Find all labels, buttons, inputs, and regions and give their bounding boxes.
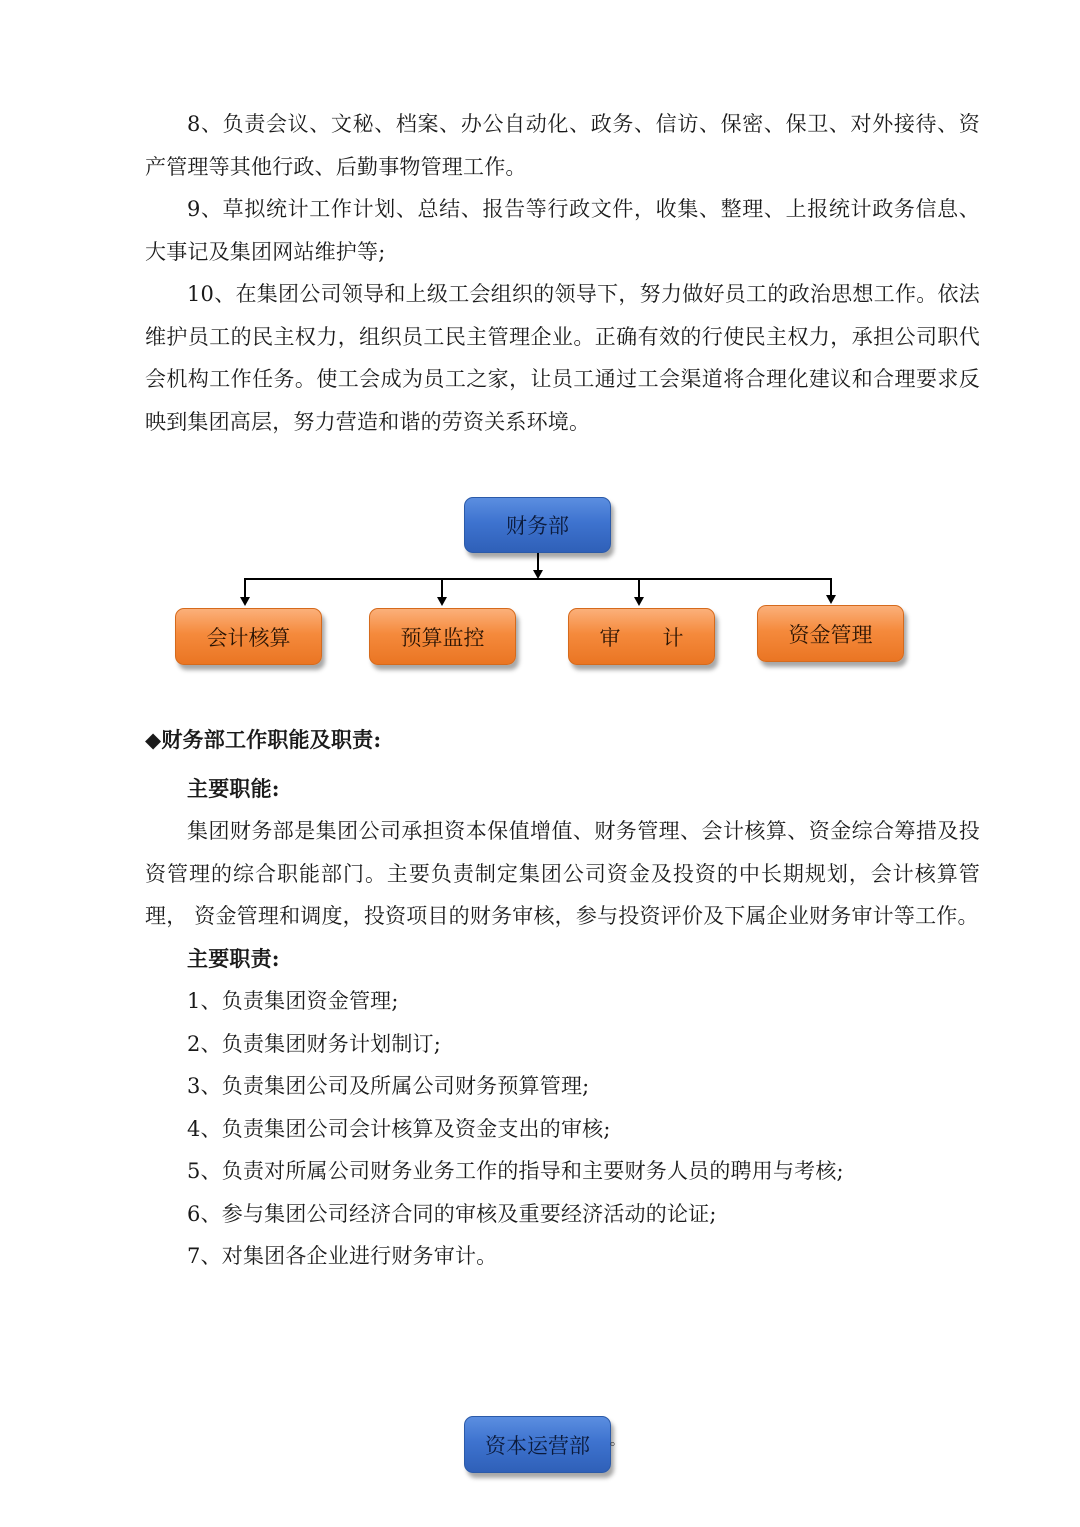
- org-child-accounting: 会计核算: [175, 608, 322, 665]
- duty-item: 5、负责对所属公司财务业务工作的指导和主要财务人员的聘用与考核;: [187, 1159, 844, 1183]
- arrow-drop-3: [634, 597, 644, 606]
- org-child-budget-control: 预算监控: [369, 608, 516, 665]
- connector-drop-2: [441, 578, 443, 598]
- paragraph-item-9: 9、草拟统计工作计划、总结、报告等行政文件，收集、整理、上报统计政务信息、大事记及集团网站维护等;: [145, 197, 980, 264]
- arrow-drop-2: [437, 597, 447, 606]
- arrow-drop-4: [826, 595, 836, 604]
- duty-item: 3、负责集团公司及所属公司财务预算管理;: [187, 1074, 590, 1098]
- arrow-root-down: [533, 570, 543, 579]
- paragraph-item-8: 8、负责会议、文秘、档案、办公自动化、政务、信访、保密、保卫、对外接待、资产管理等其他行政、后勤事物管理工作。: [145, 112, 980, 179]
- org-root-finance-dept: 财务部: [464, 497, 611, 553]
- connector-drop-4: [830, 578, 832, 596]
- org-root-capital-operations: 资本运营部: [464, 1416, 611, 1473]
- arrow-drop-1: [240, 597, 250, 606]
- connector-drop-1: [244, 578, 246, 598]
- functions-heading: 主要职能:: [187, 775, 280, 801]
- org-child-audit: 审 计: [568, 608, 715, 665]
- duty-item: 7、对集团各企业进行财务审计。: [187, 1244, 498, 1268]
- section-title: ◆财务部工作职能及职责:: [145, 727, 382, 752]
- duty-item: 4、负责集团公司会计核算及资金支出的审核;: [187, 1116, 611, 1141]
- functions-text: 集团财务部是集团公司承担资本保值增值、财务管理、会计核算、资金综合筹措及投资管理的综合职能部门。主要负责制定集团公司资金及投资的中长期规划，会计核算管理， 资金管理和调度，投资项目的财务审核，参与投资评价及下属企业财务审计等工作。: [145, 819, 980, 928]
- intro-text-block: [145, 103, 980, 443]
- org-child-fund-management: 资金管理: [757, 605, 904, 662]
- trailing-period-mark: 。: [610, 1433, 624, 1449]
- duty-item: 6、参与集团公司经济合同的审核及重要经济活动的论证;: [187, 1201, 717, 1226]
- connector-root-vertical: [537, 553, 539, 571]
- duty-item: 2、负责集团财务计划制订;: [187, 1031, 442, 1056]
- duties-heading: 主要职责:: [187, 945, 280, 971]
- finance-section-block: [145, 719, 980, 1278]
- connector-horizontal: [244, 578, 832, 580]
- connector-drop-3: [638, 578, 640, 598]
- paragraph-item-10: 10、在集团公司领导和上级工会组织的领导下，努力做好员工的政治思想工作。依法维护员工的民主权力，组织员工民主管理企业。正确有效的行使民主权力，承担公司职代会机构工作任务。使工会成为员工之家，让员工通过工会渠道将合理化建议和合理要求反映到集团高层，努力营造和谐的劳资关系环境。: [145, 282, 980, 434]
- duty-item: 1、负责集团资金管理;: [187, 989, 399, 1013]
